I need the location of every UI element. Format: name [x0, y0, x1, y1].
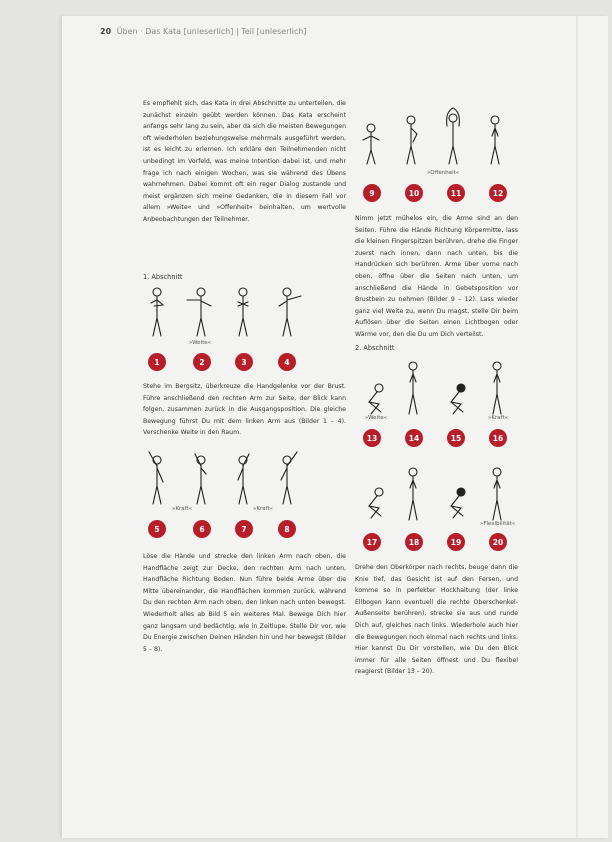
section1-paragraph: Stehe im Bergsitz, überkreuze die Handgelenke vor der Brust. Führe anschließend den rechten Arm zur Seite, der Blick kann folgen, zusammen zurück in die Ausgangsposition. Die gleiche Bewegung führst Du mit dem linken Arm aus (Bilder 1 – 4). Verschenke Weite in den Raum.	[143, 383, 346, 437]
stick-figure-9	[363, 124, 379, 164]
page-fold-shadow	[576, 16, 578, 838]
stick-figure-15	[451, 384, 465, 414]
figure-number-badge: 13	[363, 429, 381, 447]
figure-number-badge: 1	[148, 353, 166, 371]
stick-figure-2	[187, 288, 211, 336]
running-title: Üben · Das Kata [unleserlich] | Teil [unleserlich]	[116, 27, 307, 36]
stick-figures-17-20	[357, 462, 517, 524]
stick-figure-1	[151, 288, 163, 336]
figure-number-badge: 7	[235, 520, 253, 538]
caption-kraft-16: »Kraft«	[488, 415, 508, 421]
caption-kraft-6: »Kraft«	[253, 506, 273, 512]
caption-flexibilitaet: »Flexibilität«	[480, 521, 516, 527]
stick-figures-1-4	[143, 284, 343, 342]
stick-figure-14	[409, 362, 417, 414]
figure-number-badge: 4	[278, 353, 296, 371]
right-paragraph-1: Nimm jetzt mühelos ein, die Arme sind an den Seiten. Führe die Hände Richtung Körpermitte, lass die kleinen Fingerspitzen berühren, drehe die Finger zuerst nach innen, dann nach unten, bis die Handrücken sich berühren. Arme über vorne nach oben, öffne über die Seiten nach unten, um anschließend die Hände in Gebetsposition vor Brustbein zu nehmen (Bilder 9 – 12). Lass wieder ganz viel Weite zu, wenn Du magst, stelle Dir beim Auflösen über die Seiten einen Lichtbogen oder Wärme vor, den die Du um Dich verteilst.	[355, 215, 518, 338]
figure-number-badge: 8	[278, 520, 296, 538]
figure-number-badge: 10	[405, 184, 423, 202]
figure-number-badge: 9	[363, 184, 381, 202]
stick-figures-9-12	[357, 104, 517, 166]
caption-offenheit: »Offenheit«	[427, 170, 460, 176]
stick-figure-16	[493, 362, 501, 414]
stick-figure-4	[279, 288, 301, 336]
figure-number-badge: 18	[405, 533, 423, 551]
stick-figure-11	[447, 108, 460, 164]
figure-number-badge: 5	[148, 520, 166, 538]
figure-number-badge: 16	[489, 429, 507, 447]
figure-number-badge: 2	[193, 353, 211, 371]
stick-figure-8	[281, 452, 297, 504]
stick-figure-10	[407, 116, 417, 164]
stick-figure-7	[238, 454, 249, 504]
figure-number-badge: 12	[489, 184, 507, 202]
intro-paragraph: Es empfiehlt sich, das Kata in drei Abschnitte zu unterteilen, die zunächst einzeln geübt werden können. Das Kata erscheint anfangs sehr lang zu sein, aber da sich die meisten Bewegungen oft wiederholen beziehungsweise mehrmals ausgeführt werden, ist es leicht zu erlernen. Ich erkläre den Teilnehmenden nicht unbedingt im Vorfeld, was meine Intention dabei ist, und mehr frage ich nach einigen Wochen, was sie während des Übens wahrnehmen. Dabei kommt oft ein reger Dialog zustande und meist ergänzen sich meine Gedanken, die in diesem Fall vor allem »Weite« und »Offenheit« beinhalten, um wertvolle Anbeobachtungen der Teilnehmer.	[143, 100, 346, 223]
running-header	[100, 27, 306, 36]
stick-figure-20	[493, 468, 501, 520]
stick-figure-5	[149, 452, 163, 504]
figure-number-badge: 20	[489, 533, 507, 551]
stick-figure-19	[451, 488, 465, 518]
figure-number-badge: 19	[447, 533, 465, 551]
figure-number-badge: 17	[363, 533, 381, 551]
figure-number-badge: 15	[447, 429, 465, 447]
caption-weite-1: »Weite«	[189, 340, 211, 346]
caption-weite-13: »Weite«	[365, 415, 387, 421]
stick-figures-5-8	[143, 448, 343, 508]
stick-figure-3	[238, 288, 248, 336]
stick-figures-13-16	[357, 356, 517, 418]
figure-number-badge: 6	[193, 520, 211, 538]
stick-figure-13	[369, 384, 383, 414]
figure-number-badge: 3	[235, 353, 253, 371]
caption-kraft-5: »Kraft«	[172, 506, 192, 512]
section1-paragraph-2: Löse die Hände und strecke den linken Arm nach oben, die Handfläche zeigt zur Decke, den rechten Arm nach unten, Handfläche Richtung Boden. Nun führe beide Arme über die Mitte übereinander, die Handflächen kommen zurück, während Du den rechten Arm nach oben, den linken nach unten bewegst. Wiederholt alles ab Bild 5 ein weiteres Mal. Bewege Dich hier ganz langsam und bedächtig, wie in Zeitlupe. Stelle Dir vor, wie Du Energie zwischen Deinen Händen hin und her bewegst (Bilder 5 – 8).	[143, 553, 346, 653]
stick-figure-18	[409, 468, 417, 520]
stick-figure-6	[195, 454, 206, 504]
right-paragraph-2: Drehe den Oberkörper nach rechts, beuge dann die Knie tief, das Gesicht ist auf den Fersen, und komme so in perfekter Hockhaltung (der linke Ellbogen kann eventuell die rechte Oberschenkel-Außenseite berühren), strecke sie aus und runde Dich auf, gleiches nach links. Wiederhole auch hier die Bewegungen noch einmal nach rechts und links. Hier kannst Du Dir vorstellen, wie Du den Blick immer für alle Seiten öffnest und Du flexibel reagierst (Bilder 13 – 20).	[355, 564, 518, 676]
stick-figure-17	[369, 488, 383, 518]
section-heading-2: 2. Abschnitt	[355, 344, 395, 352]
figure-number-badge: 11	[447, 184, 465, 202]
section-heading-1: 1. Abschnitt	[143, 273, 183, 281]
stick-figure-12	[491, 116, 499, 164]
page-number: 20	[100, 27, 112, 36]
figure-number-badge: 14	[405, 429, 423, 447]
